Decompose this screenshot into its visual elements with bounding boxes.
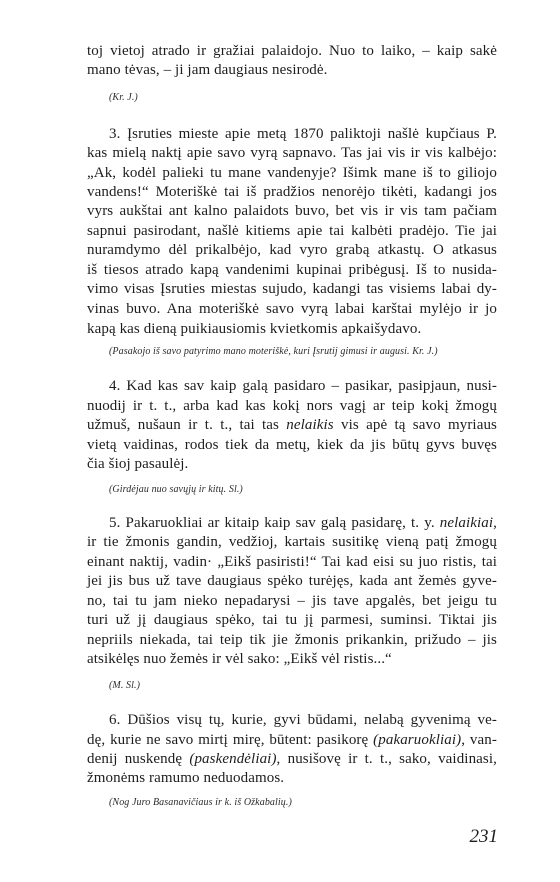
paragraph-line: einant naktij, vadin· „Eikš pasiristi!“ Tai kad eisi su juo ristis, tai [87,554,497,570]
paragraph-line: mano tėvas, – ji jam daugiaus nesirodė. [87,62,328,78]
paragraph-line: 4. Kad kas sav kaip galą pasidaro – pasikar, pasipjaun, nusi- [109,378,497,394]
paragraph-line: atsikėlęs nuo žemės ir vėl sako: „Eikš vėl ristis...“ [87,651,392,667]
paragraph-line: dę, kurie ne savo mirtį mirę, būtent: pasikorę (pakaruokliai), van- [87,732,497,748]
source-citation: (Kr. J.) [109,92,138,103]
paragraph-line: nepriils niekada, tai teip tik jie žmonis prikankin, prižudo – jis [87,632,497,648]
source-citation: (M. Sl.) [109,680,141,691]
paragraph-line: 6. Dūšios visų tų, kurie, gyvi būdami, nelabą gyvenimą ve- [109,712,497,728]
paragraph-line: turi už jį daugiaus spėko, tai tu jį parmesi, suminsi. Tiktai jis [87,612,497,628]
paragraph-line: vinas buvo. Ana moteriškė savo vyrą labai karštai mylėjo ir jo [87,301,497,317]
paragraph-line: ir tie žmonis gandin, vedžioj, kartais susitikę vieną patį žmogų [87,534,497,550]
paragraph-line: iš tiesos atrado kapą vandenimi kupinai pribėgusį. Iš to nusida- [87,262,497,278]
paragraph-line: nuodij ir t. t., arba kad kas kokį nors vagį ar teip kokį žmogų [87,398,497,414]
paragraph-line: kapą kas dieną puikiausiomis kvietkomis apkaišydavo. [87,321,422,337]
paragraph-line: užmuš, nušaun ir t. t., tai tas nelaikis vis apė tą savo myriaus [87,417,497,433]
paragraph-line: 3. Įsruties mieste apie metą 1870 paliktoji našlė kupčiaus P. [109,126,497,142]
source-citation: (Girdėjau nuo savųjų ir kitų. Sl.) [109,484,243,495]
page-number: 231 [469,826,498,847]
paragraph-line: „Ak, kodėl palieki tu mane vandenyje? Išimk mane iš to giliojo [87,165,497,181]
paragraph-line: žmonėms ramumo neduodamos. [87,770,285,786]
paragraph-line: 5. Pakaruokliai ar kitaip kaip sav galą pasidarę, t. y. nelaikiai, [109,515,497,531]
paragraph-line: no, tai tu jam nieko nepadarysi – jis tave apgalės, bet jeigu tu [87,593,497,609]
paragraph-line: jei jis bus už tave daugiaus spėko turėjęs, kada ant žemės gyve- [87,573,497,589]
paragraph-line: sapnui pasirodant, našlė kitiems apie tai kalbėti pradėjo. Tie jai [87,223,497,239]
paragraph-line: denij nuskendę (paskendėliai), nusišovę ir t. t., sako, vaidinasi, [87,751,497,767]
paragraph-line: toj vietoj atrado ir gražiai palaidojo. Nuo to laiko, – kaip sakė [87,43,497,59]
paragraph-line: nuramdymo dėl prikalbėjo, kad vyro grabą atkastų. O atkasus [87,242,497,258]
paragraph-line: vietą vaidinas, rodos tiek da metų, kiek da jis būtų gyvs buvęs [87,437,497,453]
paragraph-line: vimo visas Įsruties miestas sujudo, kadangi tas visiems labai dy- [87,281,497,297]
paragraph-line: kas mielą naktį apie savo vyrą sapnavo. Tas jai vis ir vis kalbėjo: [87,145,497,161]
paragraph-line: vyrs aukštai ant kalno palaidots buvo, bet vis ir vis tam pačiam [87,203,497,219]
paragraph-line: vandens!“ Moteriškė tai iš pradžios nenorėjo tikėti, kadangi jos [87,184,497,200]
source-citation: (Nog Juro Basanavičiaus ir k. iš Ožkabalių.) [109,797,292,808]
paragraph-line: čia šioj pasaulėj. [87,456,189,472]
source-citation: (Pasakojo iš savo patyrimo mano moteriškė, kuri Įsrutij gimusi ir augusi. Kr. J.) [109,346,438,357]
